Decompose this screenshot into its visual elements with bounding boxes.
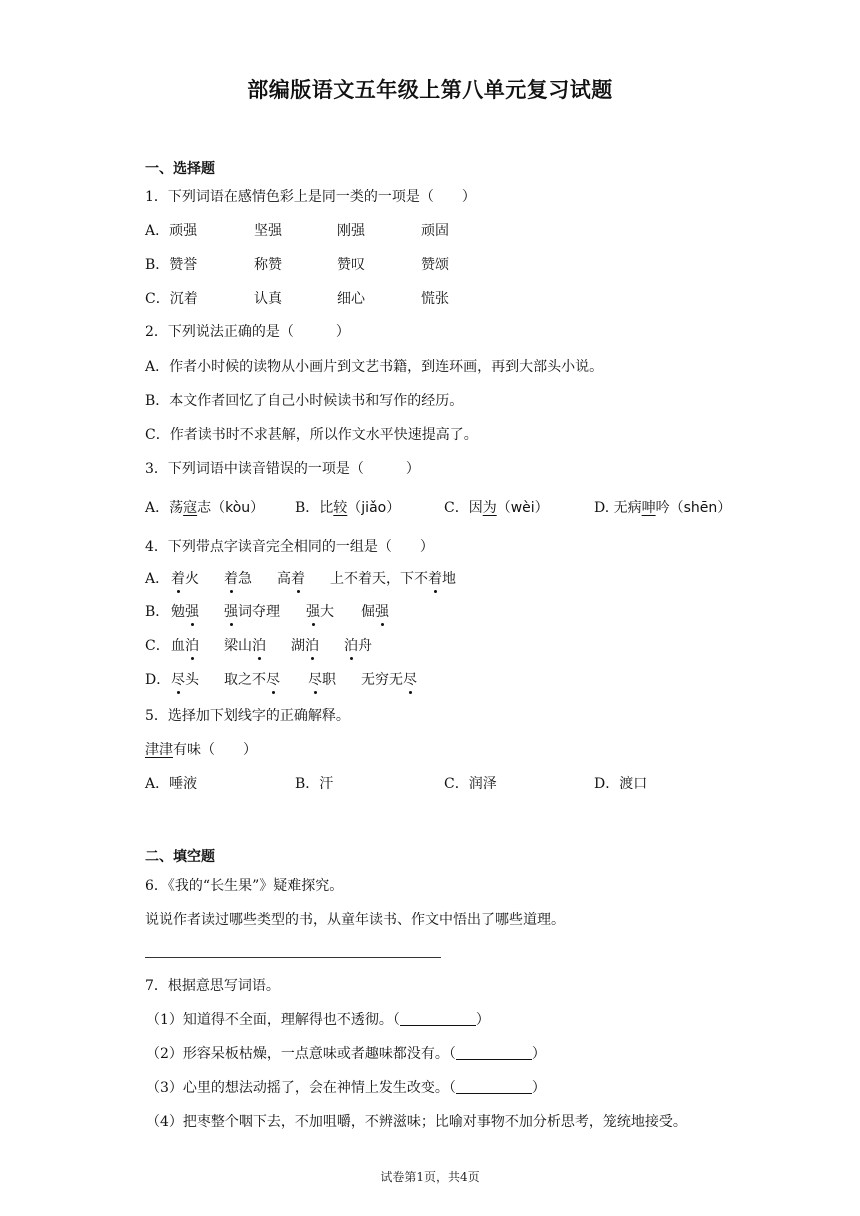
q3-pinyin: kòu [225, 500, 251, 516]
q3-text: B．比 [295, 500, 334, 516]
dotted-char: 着 [171, 568, 185, 588]
q4-word [224, 669, 280, 689]
q4-word [330, 568, 456, 588]
q4-char: 急 [238, 571, 252, 587]
q1-word: 刚强 [337, 223, 365, 239]
dotted-char: 强 [375, 601, 389, 621]
answer-blank [456, 1045, 532, 1060]
answer-blank [400, 1011, 476, 1026]
q3-text: A．荡 [145, 500, 184, 516]
q5-option-c: C．润泽 [444, 776, 497, 792]
q3-text: ） [386, 500, 401, 516]
q7-item-3 [146, 1077, 546, 1097]
q3-text: 吟（ [655, 500, 684, 516]
q4-word [171, 635, 199, 655]
q3-underlined-char: 较 [333, 500, 348, 516]
q4-char: 高 [277, 571, 291, 587]
question-4-stem: 4．下列带点字读音完全相同的一组是（ ） [145, 539, 434, 555]
q4-word [171, 601, 199, 621]
q4-word [224, 601, 280, 621]
section-heading-fill: 二、填空题 [145, 849, 215, 865]
q3-underlined-char: 寇 [183, 500, 198, 516]
q3-pinyin: shēn [683, 500, 718, 516]
question-5-stem: 5．选择加下划线字的正确解释。 [145, 708, 350, 724]
q4-label: C． [145, 638, 170, 654]
q4-word [171, 568, 199, 588]
q3-option-c [444, 497, 549, 517]
q1-word: 称赞 [254, 257, 282, 273]
q4-char: 火 [185, 571, 199, 587]
question-2-stem: 2．下列说法正确的是（ ） [145, 324, 350, 340]
dotted-char: 泊 [305, 635, 319, 655]
q5-option-b: B．汗 [295, 776, 334, 792]
q4-char: 取之不 [224, 672, 266, 688]
q4-word [224, 568, 252, 588]
q1-word: 细心 [337, 291, 365, 307]
q2-option-b: B．本文作者回忆了自己小时候读书和写作的经历。 [145, 393, 464, 409]
q4-word [291, 635, 319, 655]
q3-text: D. 无病 [594, 500, 642, 516]
q3-pinyin: wèi [510, 500, 535, 516]
dotted-char: 尽 [171, 669, 185, 689]
q4-char: 职 [322, 672, 336, 688]
q4-word [171, 669, 199, 689]
q4-char: 大 [320, 604, 334, 620]
q4-word [361, 669, 417, 689]
q1-word: 慌张 [421, 291, 449, 307]
dotted-char: 着 [291, 568, 305, 588]
dotted-char: 尽 [308, 669, 322, 689]
page-footer: 试卷第1页，共4页 [380, 1170, 480, 1184]
dotted-char: 泊 [185, 635, 199, 655]
q7-text: （1）知道得不全面，理解得也不透彻。（ [146, 1012, 400, 1028]
dotted-char: 强 [185, 601, 199, 621]
section-heading-choice: 一、选择题 [145, 161, 215, 177]
page-title: 部编版语文五年级上第八单元复习试题 [247, 78, 613, 102]
q3-underlined-char: 呻 [641, 500, 656, 516]
question-6-stem: 6．《我的“长生果”》疑难探究。 [145, 878, 344, 894]
q3-option-d [594, 497, 731, 517]
q3-pinyin: jiǎo [361, 500, 387, 516]
q1-word: 坚强 [254, 223, 282, 239]
q1-option: C．沉着 [145, 291, 198, 307]
underlined-word: 津津 [145, 742, 173, 758]
q5-option-a: A．唾液 [145, 776, 198, 792]
q5-target-word [145, 739, 257, 759]
q3-text: 志（ [197, 500, 226, 516]
q7-text: ） [531, 1046, 546, 1062]
q1-option: B．赞誉 [145, 257, 198, 273]
q3-text: （ [496, 500, 511, 516]
dotted-char: 尽 [403, 669, 417, 689]
q4-char: 血 [171, 638, 185, 654]
q3-option-a [145, 497, 264, 517]
q7-text: （3）心里的想法动摇了，会在神情上发生改变。（ [146, 1080, 456, 1096]
q7-item-2 [146, 1043, 546, 1063]
q2-option-c: C．作者读书时不求甚解，所以作文水平快速提高了。 [145, 427, 478, 443]
q4-word [361, 601, 389, 621]
dotted-char: 泊 [252, 635, 266, 655]
dotted-char: 泊 [344, 635, 358, 655]
q7-text: （2）形容呆板枯燥，一点意味或者趣味都没有。（ [146, 1046, 456, 1062]
q4-char: 上不着天，下不 [330, 571, 428, 587]
q4-char: 地 [442, 571, 456, 587]
question-3-stem: 3．下列词语中读音错误的一项是（ ） [145, 461, 420, 477]
dotted-char: 强 [224, 601, 238, 621]
q4-label: A． [145, 571, 170, 587]
q4-word [344, 635, 372, 655]
q4-label: D． [145, 672, 171, 688]
q4-label: B． [145, 604, 170, 620]
q7-text: ） [531, 1080, 546, 1096]
q7-item-4: （4）把枣整个咽下去，不加咀嚼，不辨滋味；比喻对事物不加分析思考，笼统地接受。 [146, 1114, 687, 1130]
question-1-stem: 1．下列词语在感情色彩上是同一类的一项是（ ） [145, 189, 476, 205]
q3-underlined-char: 为 [482, 500, 497, 516]
q1-word: 顽固 [421, 223, 449, 239]
q4-char: 词夺理 [238, 604, 280, 620]
dotted-char: 着 [428, 568, 442, 588]
q3-text: ） [534, 500, 549, 516]
q4-word [306, 601, 334, 621]
question-6-prompt: 说说作者读过哪些类型的书，从童年读书、作文中悟出了哪些道理。 [145, 912, 565, 928]
q3-option-b [295, 497, 400, 517]
q1-word: 认真 [254, 291, 282, 307]
q3-text: （ [347, 500, 362, 516]
q4-char: 无穷无 [361, 672, 403, 688]
q4-char: 舟 [358, 638, 372, 654]
question-7-stem: 7．根据意思写词语。 [145, 978, 280, 994]
q4-word [308, 669, 336, 689]
q1-option: A．顽强 [145, 223, 198, 239]
q7-text: ） [475, 1012, 490, 1028]
q4-char: 勉 [171, 604, 185, 620]
q3-text: C．因 [444, 500, 483, 516]
answer-blank [456, 1079, 532, 1094]
q4-word [277, 568, 305, 588]
answer-line [145, 957, 441, 958]
q7-item-1 [146, 1009, 490, 1029]
q3-text: ） [717, 500, 732, 516]
q2-option-a: A．作者小时候的读物从小画片到文艺书籍，到连环画，再到大部头小说。 [145, 359, 604, 375]
q3-text: ） [250, 500, 265, 516]
q4-char: 头 [185, 672, 199, 688]
q1-word: 赞颂 [421, 257, 449, 273]
q4-char: 梁山 [224, 638, 252, 654]
q4-char: 湖 [291, 638, 305, 654]
dotted-char: 尽 [266, 669, 280, 689]
dotted-char: 强 [306, 601, 320, 621]
q4-char: 倔 [361, 604, 375, 620]
q5-text: 有味（ ） [173, 742, 257, 758]
q4-word [224, 635, 266, 655]
q5-option-d: D．渡口 [594, 776, 648, 792]
dotted-char: 着 [224, 568, 238, 588]
q1-word: 赞叹 [337, 257, 365, 273]
